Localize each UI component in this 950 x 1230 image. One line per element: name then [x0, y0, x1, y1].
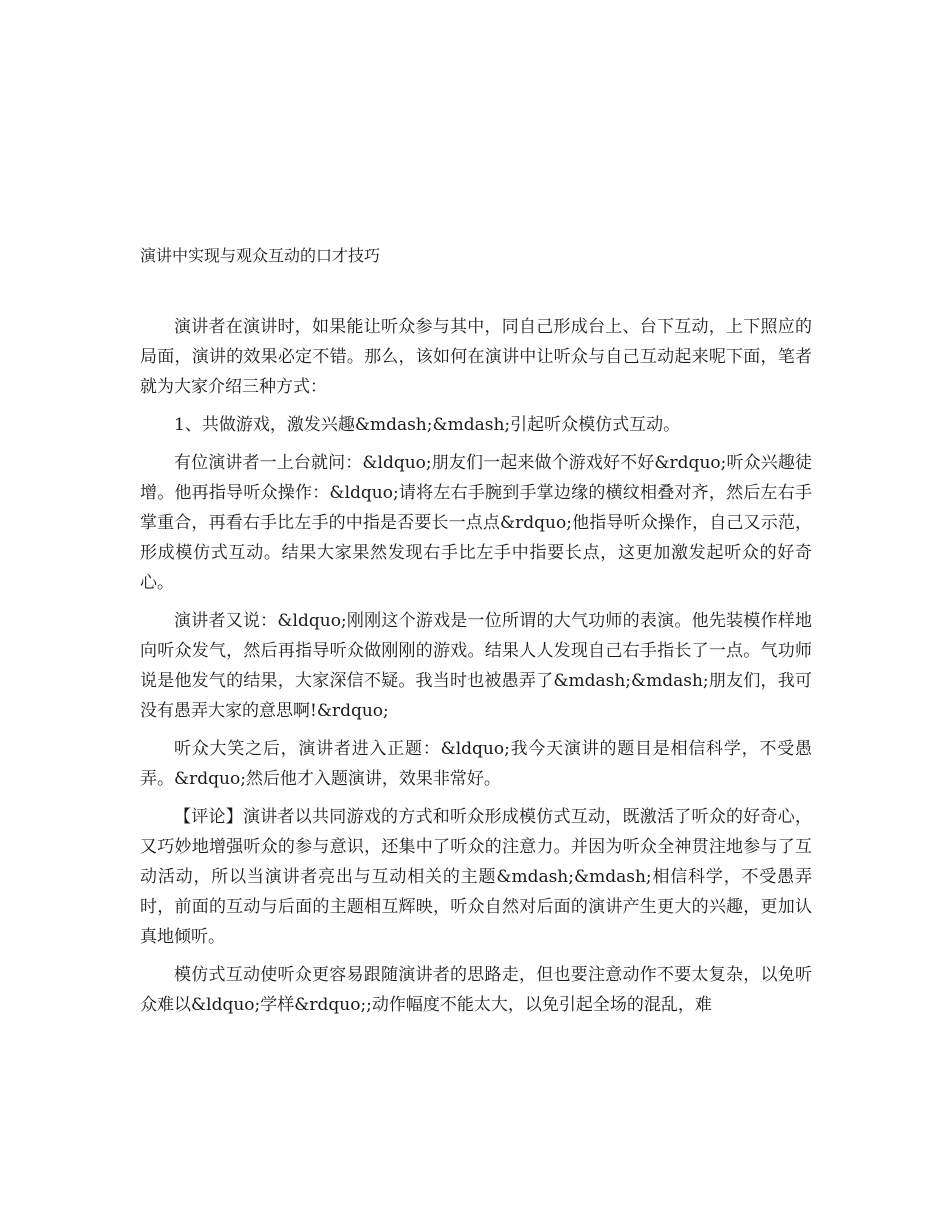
paragraph-audience-laughs: 听众大笑之后，演讲者进入正题：&ldquo;我今天演讲的题目是相信科学，不受愚弄。&rdquo;然后他才入题演讲，效果非常好。 — [140, 739, 812, 789]
paragraph-intro: 演讲者在演讲时，如果能让听众参与其中，同自己形成台上、台下互动，上下照应的局面，演讲的效果必定不错。那么，该如何在演讲中让听众与自己互动起来呢下面，笔者就为大家介绍三种方式： — [140, 317, 812, 397]
paragraph-speaker-explains: 演讲者又说：&ldquo;刚刚这个游戏是一位所谓的大气功师的表演。他先装模作样地向听众发气，然后再指导听众做刚刚的游戏。结果人人发现自己右手指长了一点。气功师说是他发气的结果，大家深信不疑。我当时也被愚弄了&mdash;&mdash;朋友们，我可没有愚弄大家的意思啊!&rdquo; — [140, 611, 812, 721]
document-body — [140, 312, 812, 1028]
paragraph-commentary: 【评论】演讲者以共同游戏的方式和听众形成模仿式互动，既激活了听众的好奇心，又巧妙地增强听众的参与意识，还集中了听众的注意力。并因为听众全神贯注地参与了互动活动，所以当演讲者亮出与互动相关的主题&mdash;&mdash;相信科学，不受愚弄时，前面的互动与后面的主题相互辉映，听众自然对后面的演讲产生更大的兴趣，更加认真地倾听。 — [140, 807, 812, 947]
paragraph-game-description: 有位演讲者一上台就问：&ldquo;朋友们一起来做个游戏好不好&rdquo;听众兴趣徒增。他再指导听众操作：&ldquo;请将左右手腕到手掌边缘的横纹相叠对齐，然后左右手掌重合，再看右手比左手的中指是否要长一点点&rdquo;他指导听众操作，自己又示范，形成模仿式互动。结果大家果然发现右手比左手中指要长点，这更加激发起听众的好奇心。 — [140, 453, 812, 593]
paragraph-imitation-notes: 模仿式互动使听众更容易跟随演讲者的思路走，但也要注意动作不要太复杂，以免听众难以&ldquo;学样&rdquo;;动作幅度不能太大，以免引起全场的混乱，难 — [140, 965, 812, 1015]
document-title: 演讲中实现与观众互动的口才技巧 — [140, 246, 381, 265]
paragraph-method-heading: 1、共做游戏，激发兴趣&mdash;&mdash;引起听众模仿式互动。 — [174, 415, 681, 435]
